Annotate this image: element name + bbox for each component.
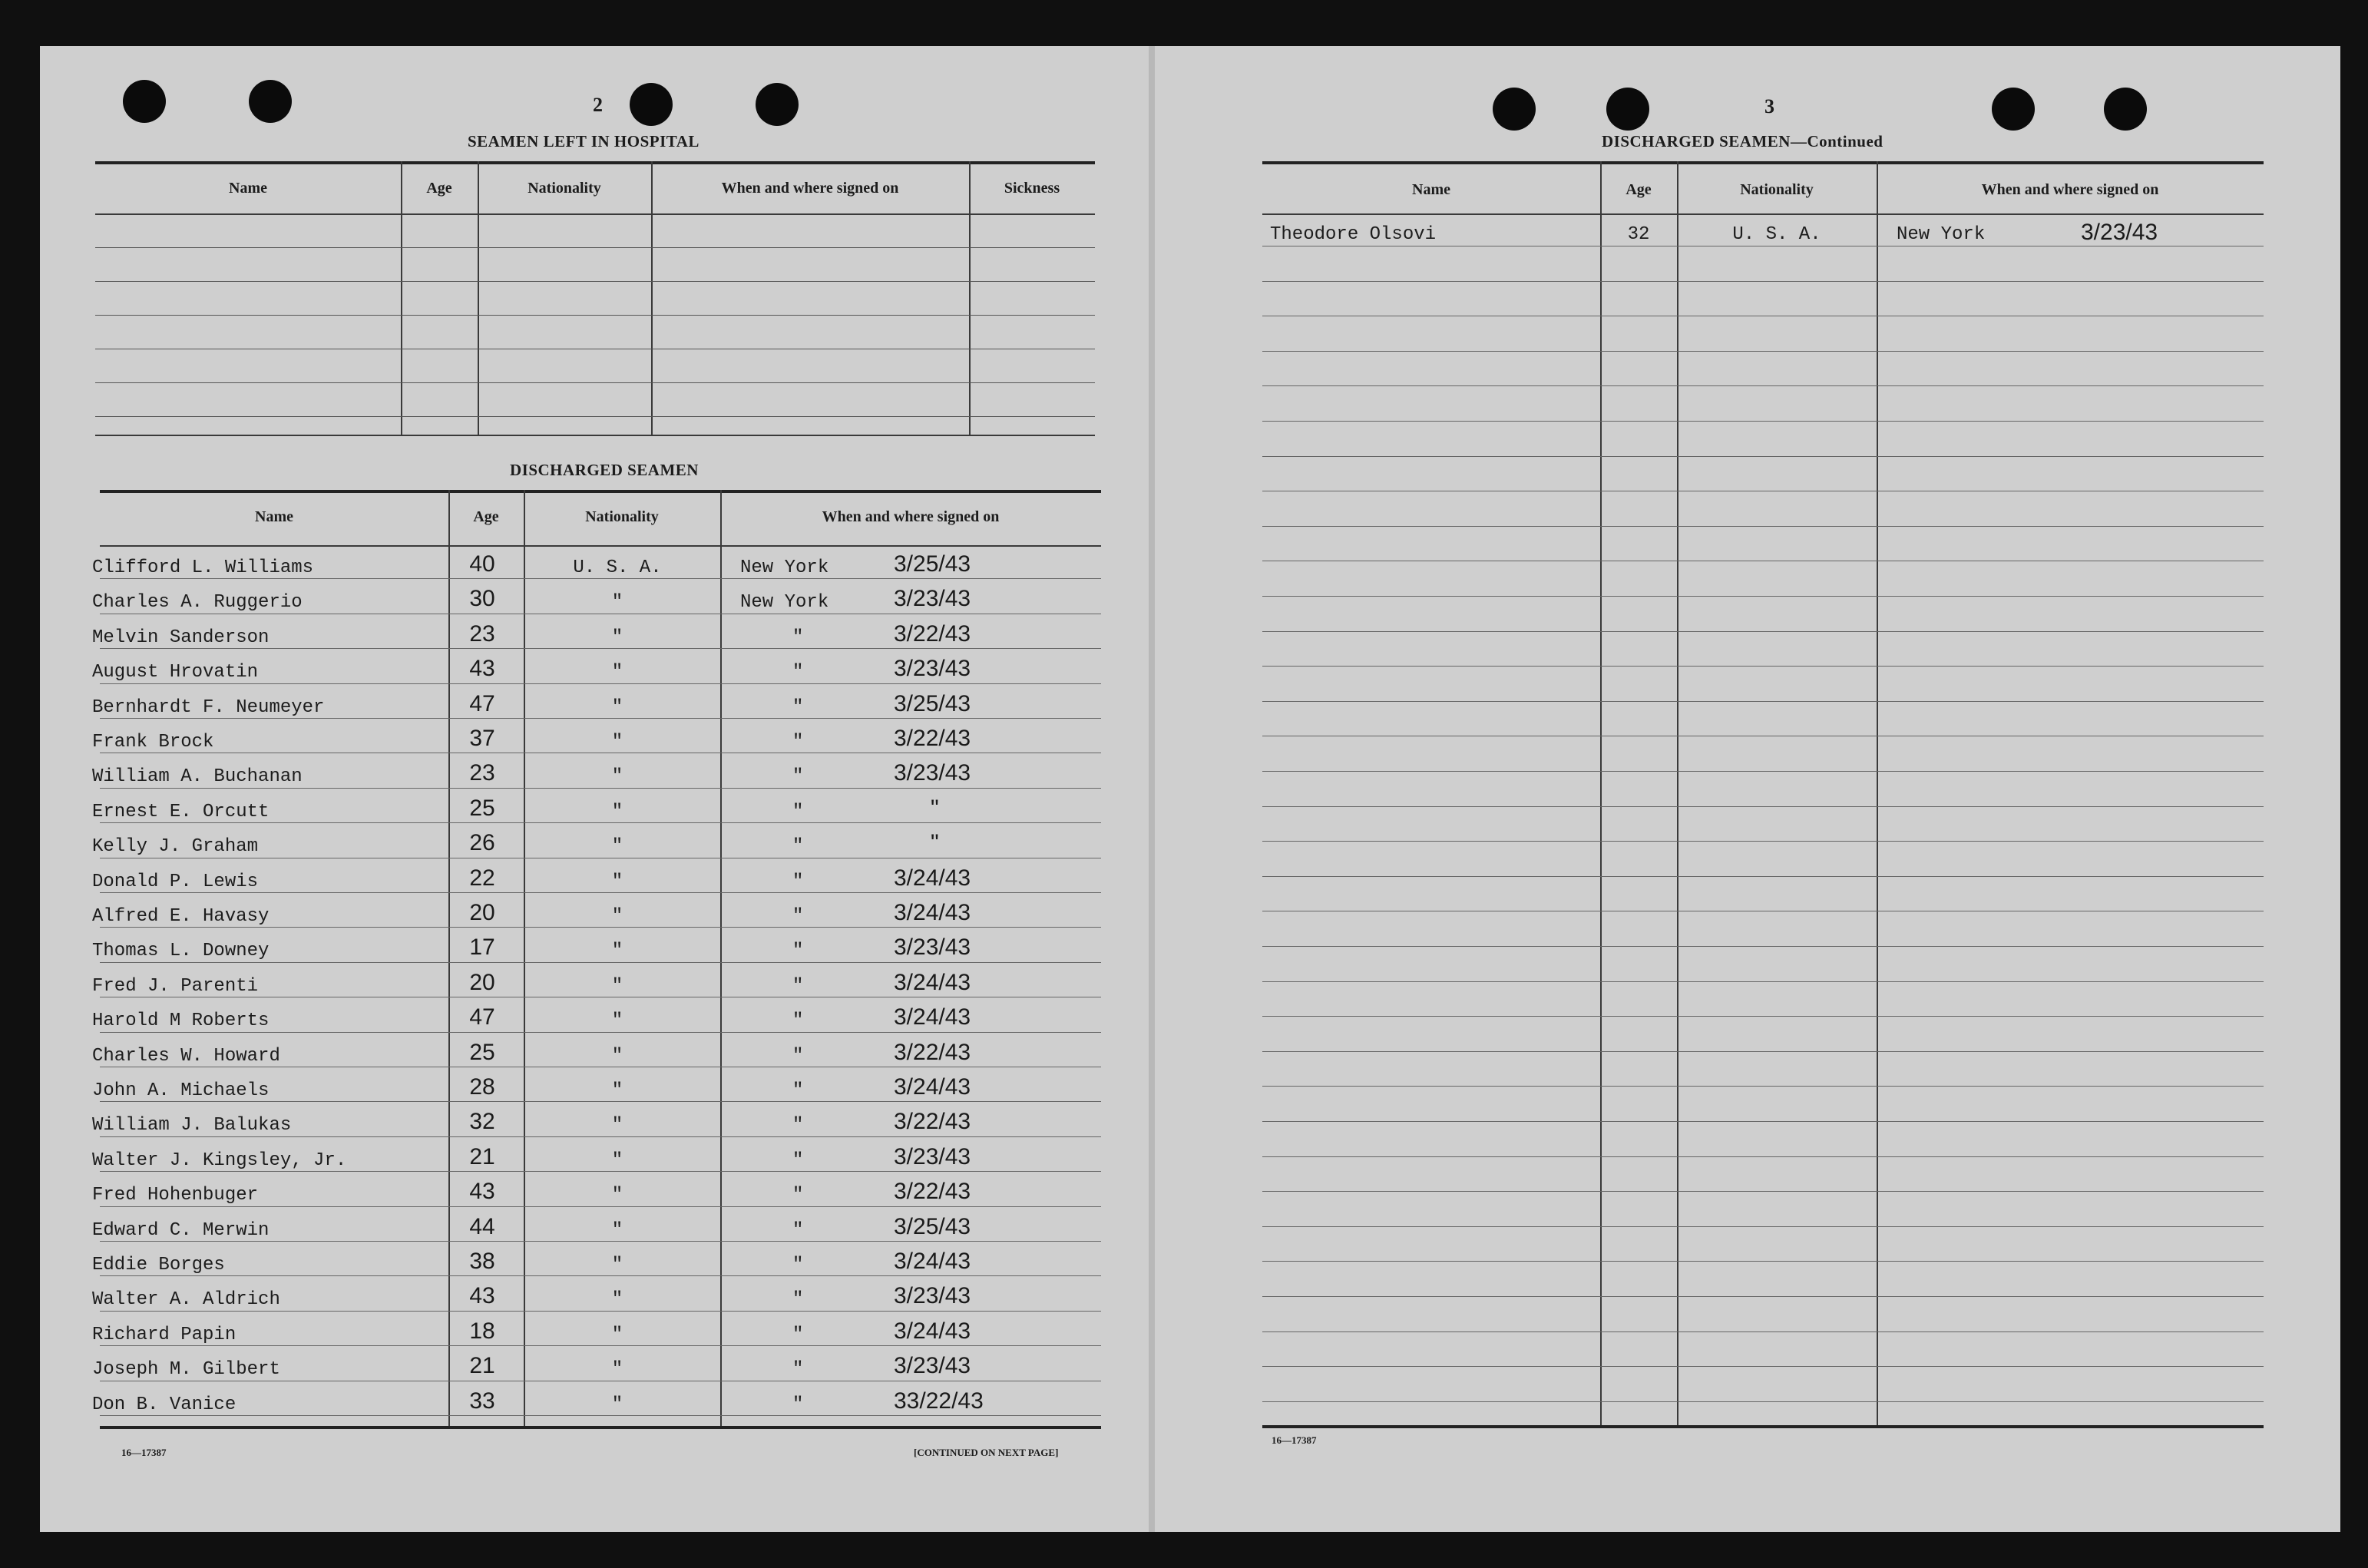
row-line (1262, 701, 2264, 702)
seaman-nationality: " (611, 941, 623, 962)
column-header: When and where signed on (1981, 181, 2159, 198)
signed-on-date: 3/23/43 (894, 1143, 971, 1169)
seaman-nationality: " (611, 1255, 623, 1275)
signed-on-date: 3/25/43 (894, 690, 971, 716)
row-line (100, 927, 1101, 928)
row-line (100, 962, 1101, 963)
table-rule (1262, 161, 2264, 164)
signed-on-date: 3/22/43 (894, 620, 971, 647)
row-line (100, 892, 1101, 893)
signed-on-date: 3/23/43 (2081, 220, 2158, 245)
seaman-nationality: " (611, 662, 623, 683)
seaman-age: 37 (469, 726, 495, 751)
row-line (1262, 351, 2264, 352)
signed-on-place: " (792, 1394, 804, 1415)
table-rule (1262, 1425, 2264, 1428)
seaman-nationality: " (611, 1045, 623, 1067)
seaman-age: 25 (469, 795, 495, 821)
left-page (40, 46, 1190, 1532)
seaman-name: William A. Buchanan (92, 766, 303, 788)
seaman-age: 20 (469, 900, 495, 925)
row-line (1262, 771, 2264, 772)
signed-on-date: 3/25/43 (894, 551, 971, 577)
signed-on-date: 3/22/43 (894, 1109, 971, 1135)
signed-on-place: " (792, 941, 804, 962)
seaman-name: Kelly J. Graham (92, 836, 259, 858)
punch-hole (1493, 88, 1536, 131)
signed-on-date: 3/23/43 (894, 935, 971, 961)
seaman-name: Charles A. Ruggerio (92, 592, 303, 614)
signed-on-place: " (792, 1115, 804, 1136)
column-header: Name (229, 180, 267, 197)
column-header: Name (255, 508, 293, 525)
seaman-nationality: " (611, 975, 623, 997)
form-number: 16—17387 (121, 1447, 167, 1458)
row-line (1262, 1051, 2264, 1052)
seaman-name: August Hrovatin (92, 662, 259, 683)
signed-on-place: " (792, 871, 804, 892)
seaman-nationality: " (611, 1359, 623, 1381)
seaman-name: Donald P. Lewis (92, 871, 259, 892)
seaman-nationality: " (611, 801, 623, 822)
continued-note: [CONTINUED ON NEXT PAGE] (914, 1447, 1059, 1458)
row-line (100, 1311, 1101, 1312)
signed-on-date: 3/23/43 (894, 760, 971, 786)
seaman-age: 17 (469, 935, 495, 961)
column-header: Age (473, 508, 499, 525)
seaman-name: John A. Michaels (92, 1080, 270, 1101)
punch-hole (1992, 88, 2035, 131)
seaman-age: 20 (469, 969, 495, 995)
row-line (1262, 841, 2264, 842)
seaman-age: 26 (469, 830, 495, 856)
seaman-nationality: " (611, 1324, 623, 1345)
seaman-age: 43 (469, 656, 495, 682)
page-number: 2 (593, 94, 603, 116)
seaman-age: 23 (469, 760, 495, 786)
row-line (100, 648, 1101, 649)
signed-on-place: " (792, 1150, 804, 1171)
seaman-name: Don B. Vanice (92, 1394, 236, 1415)
row-line (1262, 806, 2264, 807)
row-line (1262, 281, 2264, 282)
signed-on-place: " (792, 766, 804, 788)
row-line (1262, 631, 2264, 632)
column-header: When and where signed on (822, 508, 1000, 525)
signed-on-place: " (792, 906, 804, 927)
row-line (1262, 1261, 2264, 1262)
punch-hole (630, 83, 673, 126)
seaman-name: Frank Brock (92, 732, 214, 753)
seaman-nationality: " (611, 836, 623, 858)
seaman-nationality: " (611, 1150, 623, 1171)
right-page (1190, 46, 2340, 1532)
seaman-nationality: U. S. A. (573, 557, 662, 578)
seaman-age: 32 (1627, 224, 1650, 245)
seaman-nationality: " (611, 906, 623, 927)
seaman-nationality: " (611, 1115, 623, 1136)
signed-on-date: 3/23/43 (894, 656, 971, 682)
seaman-name: Harold M Roberts (92, 1011, 270, 1032)
seaman-name: Fred J. Parenti (92, 975, 259, 997)
signed-on-place: " (792, 1185, 804, 1206)
column-divider (524, 490, 525, 1426)
table-rule (100, 1426, 1101, 1429)
signed-on-date: 3/22/43 (894, 1179, 971, 1205)
seaman-nationality: " (611, 1289, 623, 1311)
seaman-age: 21 (469, 1353, 495, 1379)
row-line (100, 822, 1101, 823)
row-line (100, 1415, 1101, 1416)
seaman-age: 30 (469, 586, 495, 612)
row-line (100, 1171, 1101, 1172)
punch-hole (1606, 88, 1649, 131)
column-header: Nationality (528, 180, 601, 197)
seaman-age: 38 (469, 1249, 495, 1274)
row-line (1262, 1331, 2264, 1332)
seaman-nationality: U. S. A. (1732, 224, 1821, 245)
seaman-name: Fred Hohenbuger (92, 1185, 259, 1206)
signed-on-date: 3/24/43 (894, 1074, 971, 1100)
signed-on-date: 3/23/43 (894, 1283, 971, 1309)
seaman-nationality: " (611, 1185, 623, 1206)
column-divider (478, 161, 479, 435)
column-header: Age (1626, 181, 1652, 198)
signed-on-place: " (792, 801, 804, 822)
seaman-nationality: " (611, 1219, 623, 1241)
signed-on-date: 3/24/43 (894, 1249, 971, 1274)
row-line (95, 315, 1095, 316)
page-number: 3 (1764, 95, 1774, 117)
signed-on-place: New York (740, 557, 829, 578)
seaman-age: 32 (469, 1109, 495, 1135)
row-line (95, 416, 1095, 417)
seaman-nationality: " (611, 696, 623, 718)
row-line (100, 1136, 1101, 1137)
punch-hole (756, 83, 799, 126)
seaman-nationality: " (611, 871, 623, 892)
signed-on-place: " (792, 975, 804, 997)
table-rule (95, 161, 1095, 164)
column-divider (448, 490, 450, 1426)
signed-on-date: 3/24/43 (894, 865, 971, 891)
seaman-nationality: " (611, 592, 623, 614)
signed-on-place: " (792, 1011, 804, 1032)
row-line (1262, 1121, 2264, 1122)
column-header: Age (426, 180, 452, 197)
signed-on-place: New York (740, 592, 829, 614)
seaman-age: 23 (469, 620, 495, 647)
row-line (1262, 1296, 2264, 1297)
form-number: 16—17387 (1272, 1434, 1317, 1446)
signed-on-place: " (792, 1359, 804, 1381)
column-divider (720, 490, 722, 1426)
table-rule (100, 545, 1101, 547)
signed-on-place: " (792, 836, 804, 858)
seaman-name: William J. Balukas (92, 1115, 292, 1136)
seaman-name: Clifford L. Williams (92, 557, 314, 578)
row-line (100, 578, 1101, 579)
signed-on-date: 3/22/43 (894, 1039, 971, 1065)
column-header: Nationality (1740, 181, 1814, 198)
row-line (100, 1206, 1101, 1207)
row-line (100, 1345, 1101, 1346)
signed-on-place: " (792, 1219, 804, 1241)
row-line (1262, 526, 2264, 527)
column-divider (651, 161, 653, 435)
signed-on-place: New York (1897, 224, 1986, 245)
column-header: Sickness (1004, 180, 1060, 197)
seaman-name: Walter J. Kingsley, Jr. (92, 1150, 347, 1171)
punch-hole (123, 80, 166, 123)
signed-on-date: 3/25/43 (894, 1213, 971, 1239)
row-line (100, 788, 1101, 789)
table-rule (95, 213, 1095, 215)
row-line (100, 1101, 1101, 1102)
row-line (1262, 596, 2264, 597)
row-line (1262, 456, 2264, 457)
row-line (1262, 1016, 2264, 1017)
seaman-age: 22 (469, 865, 495, 891)
signed-on-place: " (792, 1045, 804, 1067)
signed-on-date: 3/24/43 (894, 1004, 971, 1030)
row-line (1262, 876, 2264, 877)
table-rule (95, 435, 1095, 436)
row-line (95, 281, 1095, 282)
seaman-nationality: " (611, 627, 623, 648)
signed-on-date: 3/24/43 (894, 900, 971, 925)
signed-on-date: " (931, 830, 939, 856)
seaman-name: Charles W. Howard (92, 1045, 280, 1067)
row-line (95, 247, 1095, 248)
row-line (1262, 946, 2264, 947)
seaman-name: Alfred E. Havasy (92, 906, 270, 927)
column-header: When and where signed on (721, 180, 899, 197)
column-divider (401, 161, 402, 435)
signed-on-place: " (792, 1324, 804, 1345)
row-line (1262, 1086, 2264, 1087)
signed-on-place: " (792, 627, 804, 648)
signed-on-date: 3/24/43 (894, 969, 971, 995)
seaman-age: 25 (469, 1039, 495, 1065)
seaman-nationality: " (611, 732, 623, 753)
row-line (1262, 421, 2264, 422)
table-rule (100, 490, 1101, 493)
row-line (1262, 1366, 2264, 1367)
seaman-age: 44 (469, 1213, 495, 1239)
continued-section-title: DISCHARGED SEAMEN—Continued (1602, 132, 1883, 151)
signed-on-place: " (792, 1080, 804, 1101)
signed-on-date: " (931, 795, 939, 821)
row-line (1262, 1401, 2264, 1402)
seaman-name: Melvin Sanderson (92, 627, 270, 648)
seaman-name: Thomas L. Downey (92, 941, 270, 962)
seaman-name: Ernest E. Orcutt (92, 801, 270, 822)
row-line (100, 1275, 1101, 1276)
seaman-age: 21 (469, 1143, 495, 1169)
signed-on-place: " (792, 662, 804, 683)
seaman-name: Eddie Borges (92, 1255, 225, 1275)
seaman-age: 47 (469, 1004, 495, 1030)
row-line (95, 382, 1095, 383)
signed-on-date: 3/24/43 (894, 1318, 971, 1344)
discharged-section-title: DISCHARGED SEAMEN (510, 461, 699, 479)
seaman-age: 40 (469, 551, 495, 577)
column-header: Name (1412, 181, 1450, 198)
hospital-section-title: SEAMEN LEFT IN HOSPITAL (468, 132, 699, 151)
seaman-age: 28 (469, 1074, 495, 1100)
row-line (1262, 666, 2264, 667)
seaman-name: Joseph M. Gilbert (92, 1359, 280, 1381)
seaman-nationality: " (611, 1394, 623, 1415)
seaman-age: 43 (469, 1179, 495, 1205)
signed-on-place: " (792, 1289, 804, 1311)
seaman-age: 33 (469, 1388, 495, 1414)
signed-on-place: " (792, 696, 804, 718)
punch-hole (249, 80, 292, 123)
row-line (100, 683, 1101, 684)
column-divider (969, 161, 971, 435)
punch-hole (2104, 88, 2147, 131)
row-line (1262, 1156, 2264, 1157)
row-line (100, 1032, 1101, 1033)
signed-on-date: 33/22/43 (894, 1388, 984, 1414)
seaman-age: 43 (469, 1283, 495, 1309)
signed-on-date: 3/23/43 (894, 586, 971, 612)
seaman-name: Edward C. Merwin (92, 1219, 270, 1241)
seaman-nationality: " (611, 1011, 623, 1032)
seaman-name: Bernhardt F. Neumeyer (92, 696, 325, 718)
signed-on-place: " (792, 732, 804, 753)
seaman-name: Richard Papin (92, 1324, 236, 1345)
seaman-age: 18 (469, 1318, 495, 1344)
row-line (100, 718, 1101, 719)
row-line (1262, 1226, 2264, 1227)
signed-on-date: 3/22/43 (894, 726, 971, 751)
column-header: Nationality (585, 508, 659, 525)
row-line (1262, 385, 2264, 386)
row-line (1262, 981, 2264, 982)
row-line (100, 1241, 1101, 1242)
seaman-nationality: " (611, 1080, 623, 1101)
signed-on-place: " (792, 1255, 804, 1275)
signed-on-date: 3/23/43 (894, 1353, 971, 1379)
seaman-age: 47 (469, 690, 495, 716)
table-rule (1262, 213, 2264, 215)
row-line (1262, 1191, 2264, 1192)
seaman-name: Walter A. Aldrich (92, 1289, 280, 1311)
seaman-nationality: " (611, 766, 623, 788)
seaman-name: Theodore Olsovi (1270, 224, 1437, 245)
